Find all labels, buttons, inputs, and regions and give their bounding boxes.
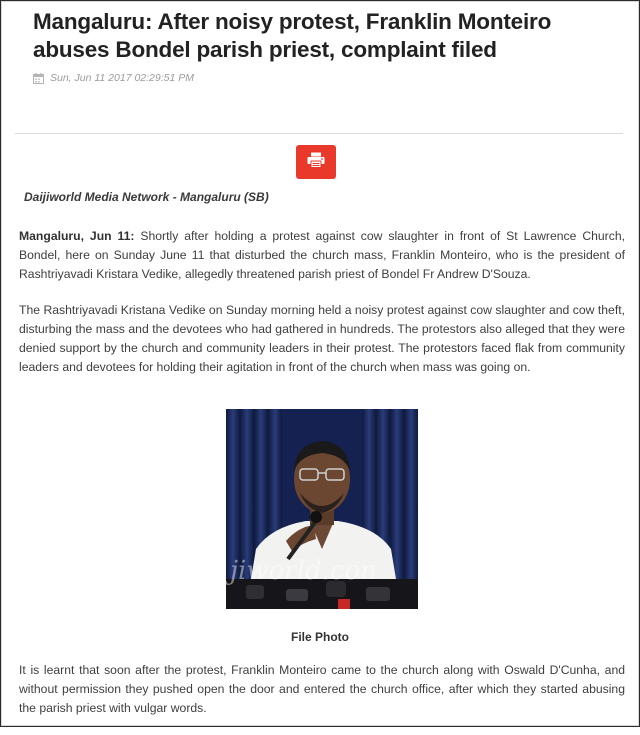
- paragraph-1-text: Shortly after holding a protest against cow slaughter in front of St Lawrence Church, Bondel, here on Sunday June 11 that disturbed the church mass, Franklin Monteiro, who is the president of Rashtriyavadi Kristara Vedike, allegedly threatened parish priest of Bondel Fr Andrew D'Souza.: [19, 229, 625, 281]
- photo-caption: File Photo: [291, 630, 349, 644]
- article-paragraph-1: [19, 227, 625, 284]
- print-button[interactable]: [296, 145, 336, 179]
- article-paragraph-2: The Rashtriyavadi Kristana Vedike on Sunday morning held a noisy protest against cow slaughter and cow theft, disturbing the mass and the devotees who had gathered in hundreds. The protestors also alleged that they were denied support by the church and community leaders in their protest. The protestors faced flak from community leaders and devotees for holding their agitation in front of the church when mass was going on.: [19, 303, 625, 374]
- calendar-icon: [33, 73, 44, 84]
- header-divider: [15, 133, 623, 134]
- article-photo: [226, 409, 418, 609]
- article-date-row: [33, 72, 620, 84]
- article-body-continued: [19, 661, 625, 735]
- article-date: Sun, Jun 11 2017 02:29:51 PM: [50, 72, 194, 84]
- printer-icon: [307, 152, 325, 173]
- article-body: [19, 227, 625, 394]
- article-header: [33, 8, 620, 84]
- article-dateline: Mangaluru, Jun 11:: [19, 229, 135, 243]
- article-paragraph-3: It is learnt that soon after the protest, Franklin Monteiro came to the church along with Oswald D'Cunha, and without permission they pushed open the door and entered the church office, after which they started abusing the parish priest with vulgar words.: [19, 663, 625, 715]
- article-title: Mangaluru: After noisy protest, Franklin Monteiro abuses Bondel parish priest, complaint filed: [33, 9, 552, 62]
- photo-watermark: jiworld.con: [230, 556, 377, 586]
- article-byline: Daijiworld Media Network - Mangaluru (SB): [24, 190, 269, 204]
